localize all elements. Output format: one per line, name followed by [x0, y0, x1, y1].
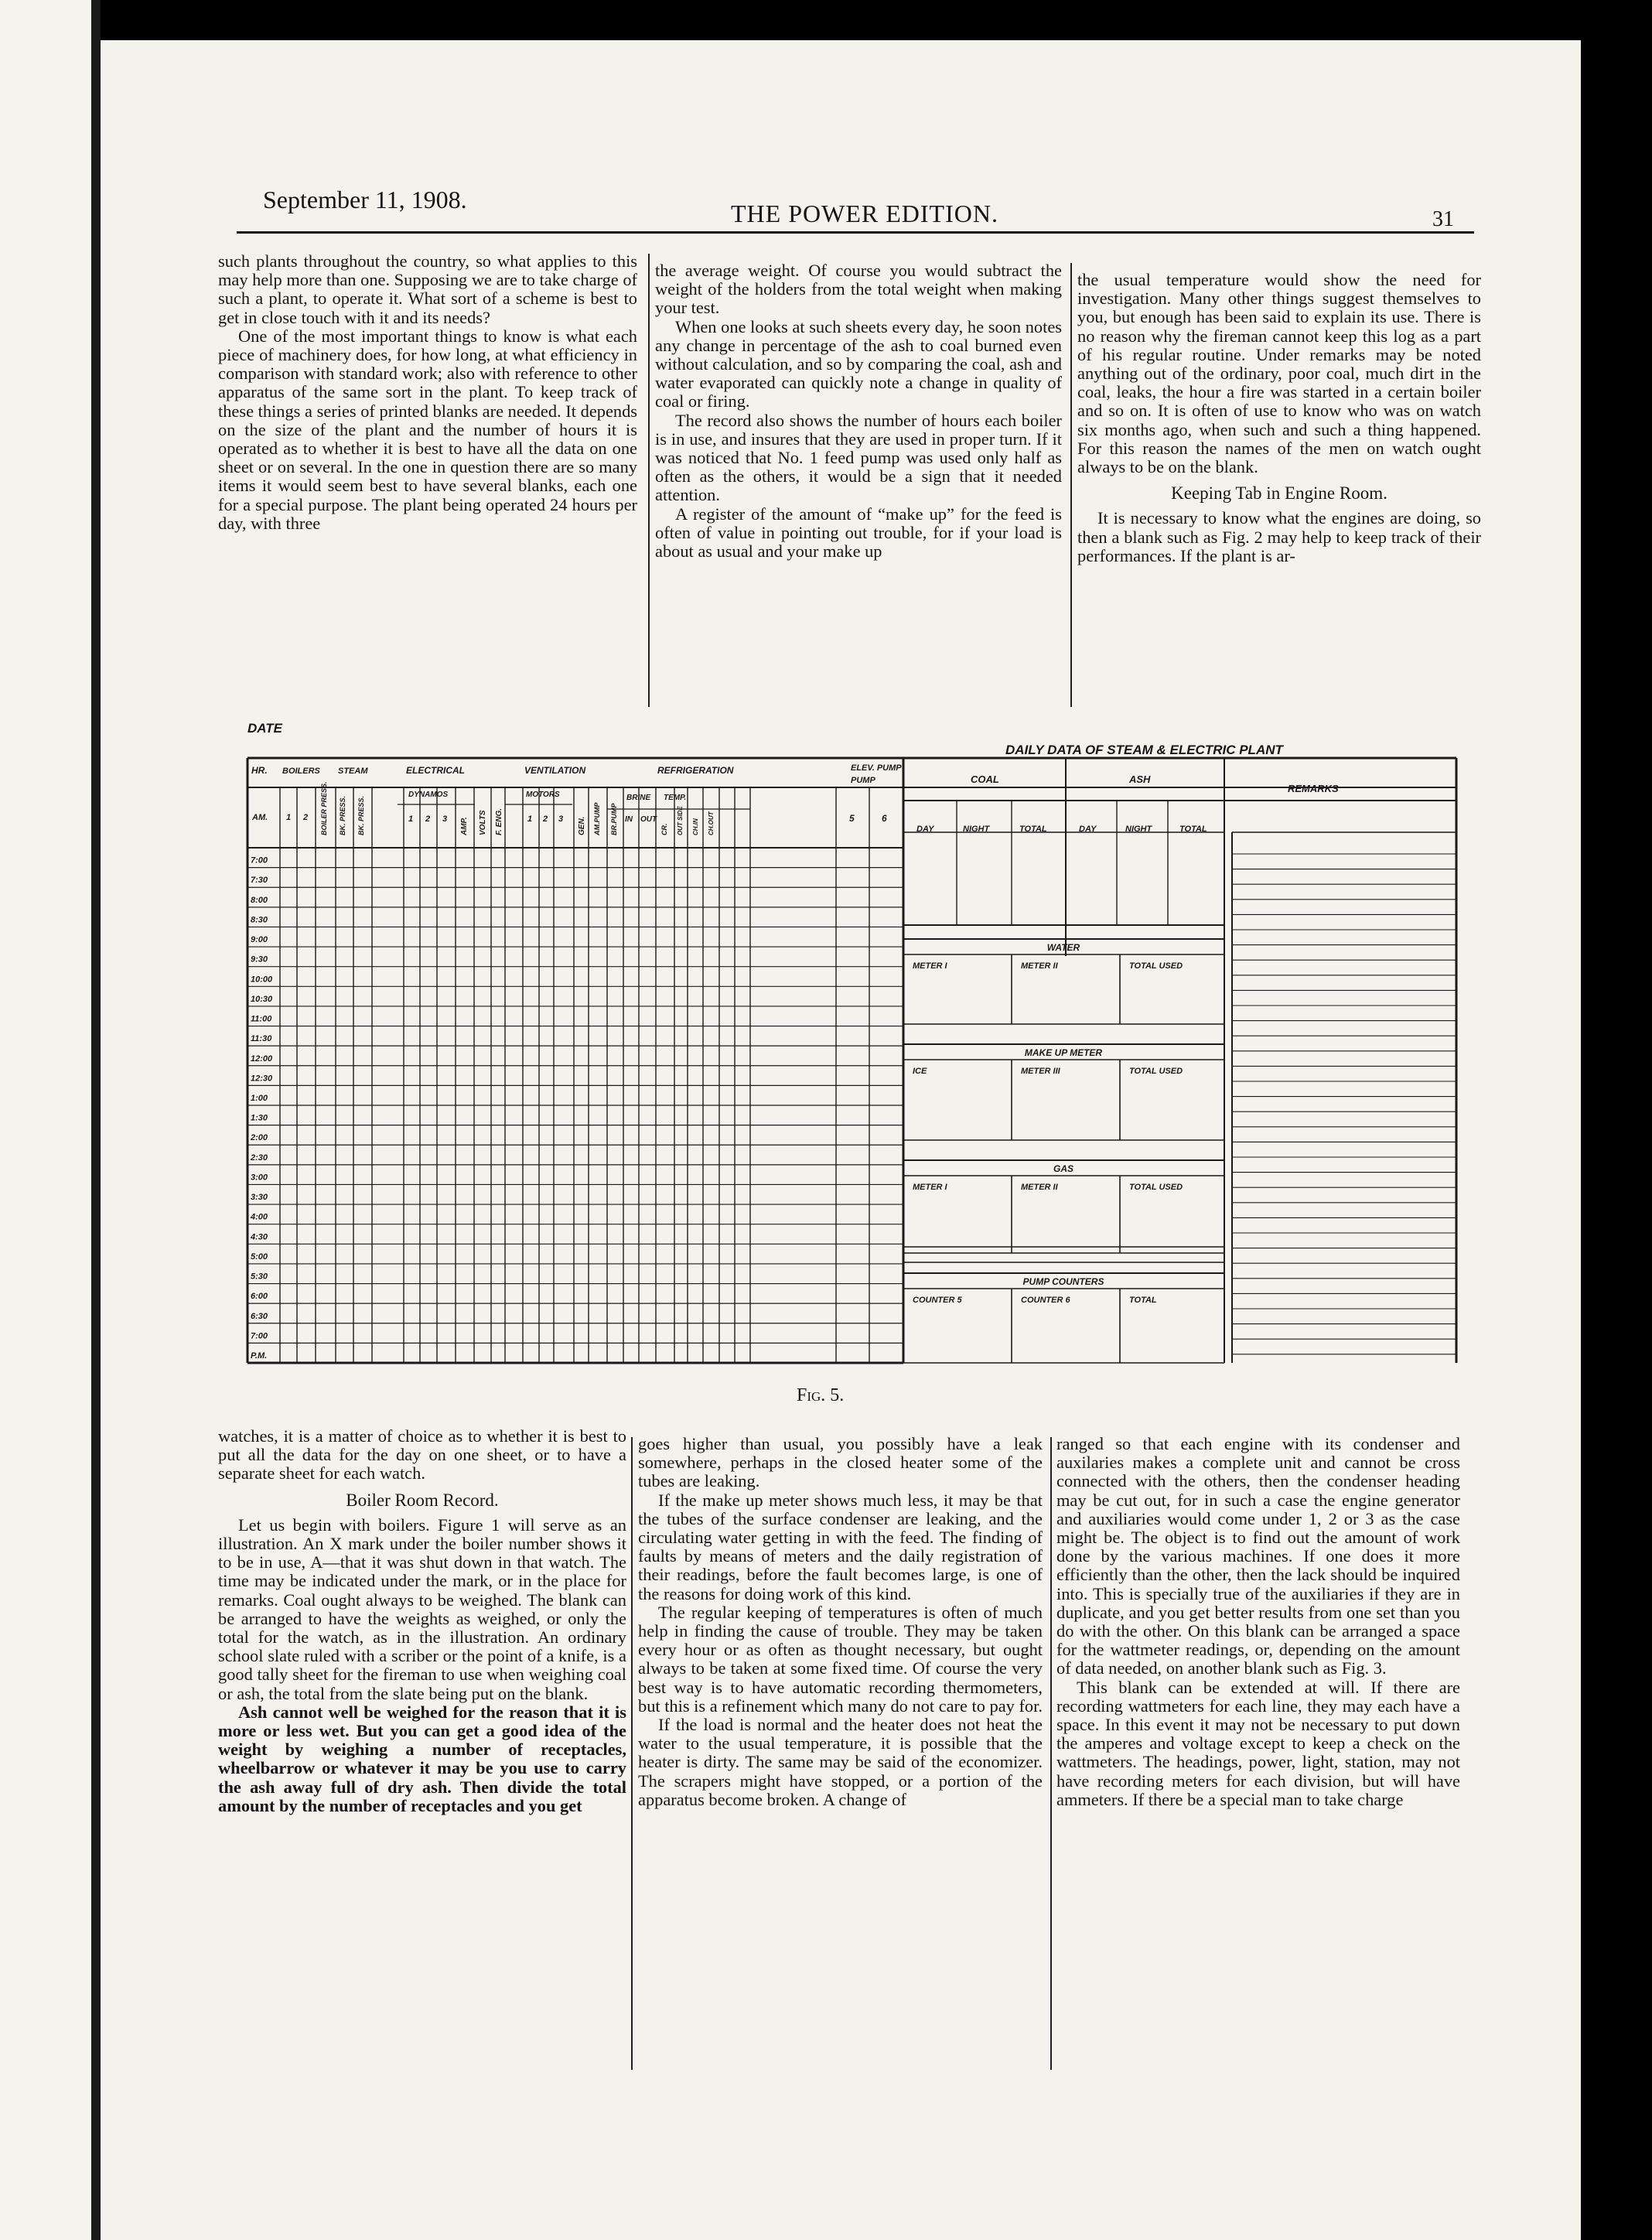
sub-label: GEN. [578, 816, 586, 835]
group-label: STEAM [338, 767, 368, 776]
sub-label: BRINE [626, 794, 651, 802]
hour-label: 3:30 [251, 1193, 268, 1203]
paragraph: Ash cannot well be weighed for the reason that it is more or less wet. But you can get a good idea of the weight by weighing a number of receptacles, wheelbarrow or whatever it may be you use to carry the ash away full of dry ash. Then divide the total amount by the number of receptacles and you get [218, 1702, 626, 1815]
hour-label: 11:00 [251, 1014, 272, 1024]
sub-label: BOILER PRESS. [320, 781, 328, 835]
sub-label: AMP. [460, 817, 469, 835]
hour-label: 9:30 [251, 954, 268, 965]
column-divider [631, 1437, 633, 2070]
hour-label: 5:30 [251, 1272, 268, 1282]
box-title: MAKE UP METER [1024, 1047, 1103, 1058]
sub-label: 2 [543, 814, 548, 824]
paragraph: If the make up meter shows much less, it may be that the tubes of the surface condenser are leaking, and the circulating water getting in with the feed. The finding of faults by means of meters and the daily registration of their readings, before the fault becomes large, is one of the reasons for doing work of this kind. [638, 1490, 1043, 1603]
header-title: THE POWER EDITION. [731, 200, 998, 227]
box-column-label: METER I [913, 1183, 947, 1192]
paragraph: A register of the amount of “make up” for the feed is often of value in pointing out trouble, for if your load is about as usual and your make up [655, 504, 1062, 562]
box-title: GAS [1053, 1163, 1074, 1174]
sub-label: TEMP. [664, 794, 687, 802]
box-column-label: TOTAL [1129, 1296, 1157, 1305]
sub-label: 1 [286, 813, 292, 822]
box-column-label: TOTAL USED [1129, 961, 1183, 971]
ash-column-label: TOTAL [1179, 825, 1207, 834]
sub-label: 3 [558, 814, 564, 824]
header-page-number: 31 [1432, 207, 1454, 231]
group-label: REFRIGERATION [657, 765, 734, 776]
box-column-label: METER II [1021, 1183, 1058, 1192]
sub-label: 1 [527, 814, 533, 824]
box-column-label: COUNTER 6 [1021, 1296, 1070, 1305]
sub-label: BR.PUMP [610, 803, 618, 835]
sub-label: BK. PRESS. [339, 795, 346, 835]
sub-label: BK. PRESS. [357, 795, 365, 835]
hour-label: 4:00 [251, 1212, 268, 1222]
hour-label: 1:30 [251, 1113, 268, 1123]
hour-label: 6:00 [251, 1292, 268, 1302]
box-title: PUMP COUNTERS [1022, 1276, 1104, 1287]
hour-label: 2:00 [251, 1133, 268, 1143]
group-label: ELECTRICAL [406, 765, 465, 776]
paragraph: goes higher than usual, you possibly have a leak somewhere, perhaps in the closed heater some of the tubes are leaking. [638, 1434, 1043, 1491]
form-date-label: DATE [247, 721, 283, 736]
sub-label: VOLTS [479, 810, 487, 835]
hour-label: 8:30 [251, 915, 268, 925]
paragraph: the average weight. Of course you would subtract the weight of the holders from the total weight when making your test. [655, 261, 1062, 318]
sub-label: 2 [425, 814, 431, 824]
coal-column-label: NIGHT [963, 825, 990, 834]
box-title: WATER [1046, 942, 1080, 953]
paragraph: One of the most important things to know is what each piece of machinery does, for how long, at what efficiency in comparison with standard work; also with reference to other apparatus of the same sort in the plant. To keep track of these things a series of printed blanks are needed. It depends on the size of the plant and the number of hours it is operated as to whether it is best to have all the data on one sheet or on several. In the one in question there are so many items it would seem best to have several blanks, each one for a special purpose. The plant being operated 24 hours per day, with three [218, 326, 637, 533]
paragraph: It is necessary to know what the engines are doing, so then a blank such as Fig. 2 may help to keep track of their performances. If the plant is ar- [1077, 508, 1481, 565]
coal-column-label: TOTAL [1019, 825, 1047, 834]
group-label: COAL [971, 773, 999, 785]
bottom-column-3 [1056, 1435, 1460, 1809]
paragraph: The regular keeping of temperatures is often of much help in finding the cause of trouble. They may be taken every hour or as often as thought necessary, but ought always to be taken at some fixed time. Of course the very best way is to have automatic recording thermometers, but this is a refinement which many do not care to pay for. [638, 1602, 1043, 1716]
box-column-label: METER II [1021, 961, 1058, 971]
paragraph: If the load is normal and the heater does not heat the water to the usual temperature, it is possible that the heater is dirty. The same may be said of the economizer. The scrapers might have stopped, or a portion of the apparatus become broken. A change of [638, 1715, 1043, 1809]
group-label: HR. [251, 765, 268, 776]
hour-label: 3:00 [251, 1173, 268, 1183]
box-column-label: COUNTER 5 [913, 1296, 962, 1305]
sub-label: 5 [849, 813, 855, 824]
sub-label: CR. [660, 823, 668, 835]
sub-label: OUT [640, 815, 657, 824]
form-title: DAILY DATA OF STEAM & ELECTRIC PLANT [1005, 743, 1283, 757]
section-heading: Keeping Tab in Engine Room. [1171, 483, 1387, 504]
hour-label: 2:30 [251, 1152, 268, 1163]
hour-label: 4:30 [251, 1232, 268, 1242]
figure-caption: Fig. 5. [797, 1385, 845, 1405]
hour-label: 6:30 [251, 1311, 268, 1321]
hour-label: 7:00 [251, 1331, 268, 1341]
coal-column-label: DAY [916, 825, 934, 834]
sub-label: OUT SIDE [677, 806, 684, 835]
group-label: PUMP [851, 776, 875, 785]
sub-label: MOTORS [526, 790, 560, 799]
ash-column-label: NIGHT [1125, 825, 1152, 834]
paragraph: ranged so that each engine with its condenser and auxilaries makes a complete unit and cannot be cross connected with the others, then the condenser heading may be cut out, for in such a case the engine generator and auxiliaries would come under 1, 2 or 3 as the case might be. The object is to find out the amount of work done by the various machines. If one does it more efficiently than the other, then the lack should be inquired into. This is specially true of the auxiliaries if they are in duplicate, and you get better results from one set than you do with the other. On this blank can be arranged a space for the wattmeter readings, or, depending on the amount of data needed, on another blank such as Fig. 3. [1056, 1434, 1460, 1678]
sub-label: AM.PUMP [593, 802, 601, 835]
hour-label: 7:30 [251, 876, 268, 886]
box-column-label: TOTAL USED [1129, 1183, 1183, 1192]
group-label: REMARKS [1288, 783, 1339, 794]
hour-label: P.M. [251, 1351, 268, 1361]
hour-label: 12:30 [251, 1074, 273, 1084]
hour-label: 5:00 [251, 1251, 268, 1262]
hour-label: 10:30 [251, 994, 273, 1004]
column-divider [1050, 1437, 1052, 2070]
hour-label: 10:00 [251, 975, 273, 985]
sub-label: 2 [303, 813, 309, 822]
paragraph: The record also shows the number of hours each boiler is in use, and insures that they are used in proper turn. If it was noticed that No. 1 feed pump was used only half as often as the others, it would be a sign that it needed attention. [655, 410, 1062, 505]
sub-label: CH.IN [692, 818, 699, 835]
hour-label: 1:00 [251, 1094, 268, 1103]
box-column-label: TOTAL USED [1129, 1067, 1183, 1076]
bottom-column-2 [638, 1435, 1043, 1809]
sub-label: AM. [252, 813, 268, 822]
hour-label: 12:00 [251, 1053, 273, 1064]
sub-label: F. ENG. [495, 808, 503, 835]
group-label: VENTILATION [524, 765, 586, 776]
hour-label: 8:00 [251, 895, 268, 905]
header-date: September 11, 1908. [263, 186, 467, 213]
group-label: ELEV. PUMP [851, 763, 902, 773]
paragraph: the usual temperature would show the need for investigation. Many other things suggest themselves to you, but enough has been said to explain its use. There is no reason why the fireman cannot keep this log as a part of his regular routine. Under remarks may be noted anything out of the ordinary, poor coal, much dirt in the coal, leaks, the hour a fire was started in a certain boiler and so on. It is often of use to know who was on watch six months ago, when such and such a thing happened. For this reason the names of the men on watch ought always to be on the blank. [1077, 270, 1481, 477]
box-column-label: METER III [1021, 1067, 1060, 1076]
group-label: BOILERS [282, 767, 320, 776]
sub-label: CH.OUT [708, 811, 715, 835]
sub-label: 6 [882, 813, 887, 824]
box-column-label: ICE [913, 1067, 927, 1076]
section-heading: Boiler Room Record. [346, 1490, 499, 1510]
sub-label: IN [625, 815, 633, 824]
bottom-column-1 [218, 1427, 626, 1815]
box-column-label: METER I [913, 961, 947, 971]
sub-label: 3 [442, 814, 448, 824]
paragraph: Let us begin with boilers. Figure 1 will serve as an illustration. An X mark under the boiler number shows it to be in use, A—that it was shut down in that watch. The time may be indicated under the mark, or in the place for remarks. Coal ought always to be weighed. The blank can be arranged to have the weights as weighed, or only the total for the watch, as in the illustration. An ordinary school slate ruled with a scriber or the point of a knife, is a good tally sheet for the fireman to use when weighing coal or ash, the total from the slate being put on the blank. [218, 1514, 626, 1703]
hour-label: 11:30 [251, 1034, 272, 1044]
paragraph: This blank can be extended at will. If there are recording wattmeters for each line, they may each have a space. In this event it may not be necessary to put down the amperes and voltage except to keep a check on the wattmeters. The headings, power, light, station, may not have recording meters for each division, but will have ammeters. If there be a special man to take charge [1056, 1677, 1460, 1809]
paragraph: watches, it is a matter of choice as to whether it is best to put all the data for the day on one sheet, or to have a separate sheet for each watch. [218, 1426, 626, 1484]
hour-label: 9:00 [251, 935, 268, 945]
paragraph: such plants throughout the country, so what applies to this may help more than one. Supposing we are to take charge of such a plant, to operate it. What sort of a scheme is best to get in close touch with it and its needs? [218, 251, 637, 327]
ash-column-label: DAY [1079, 825, 1097, 834]
hour-label: 7:00 [251, 855, 268, 866]
paragraph: When one looks at such sheets every day, he soon notes any change in percentage of the ash to coal burned even without calculation, and so by comparing the coal, ash and water evaporated can quickly note a change in quality of coal or firing. [655, 316, 1062, 411]
sub-label: DYNAMOS [408, 790, 449, 799]
sub-label: 1 [408, 814, 414, 824]
group-label: ASH [1129, 773, 1151, 785]
